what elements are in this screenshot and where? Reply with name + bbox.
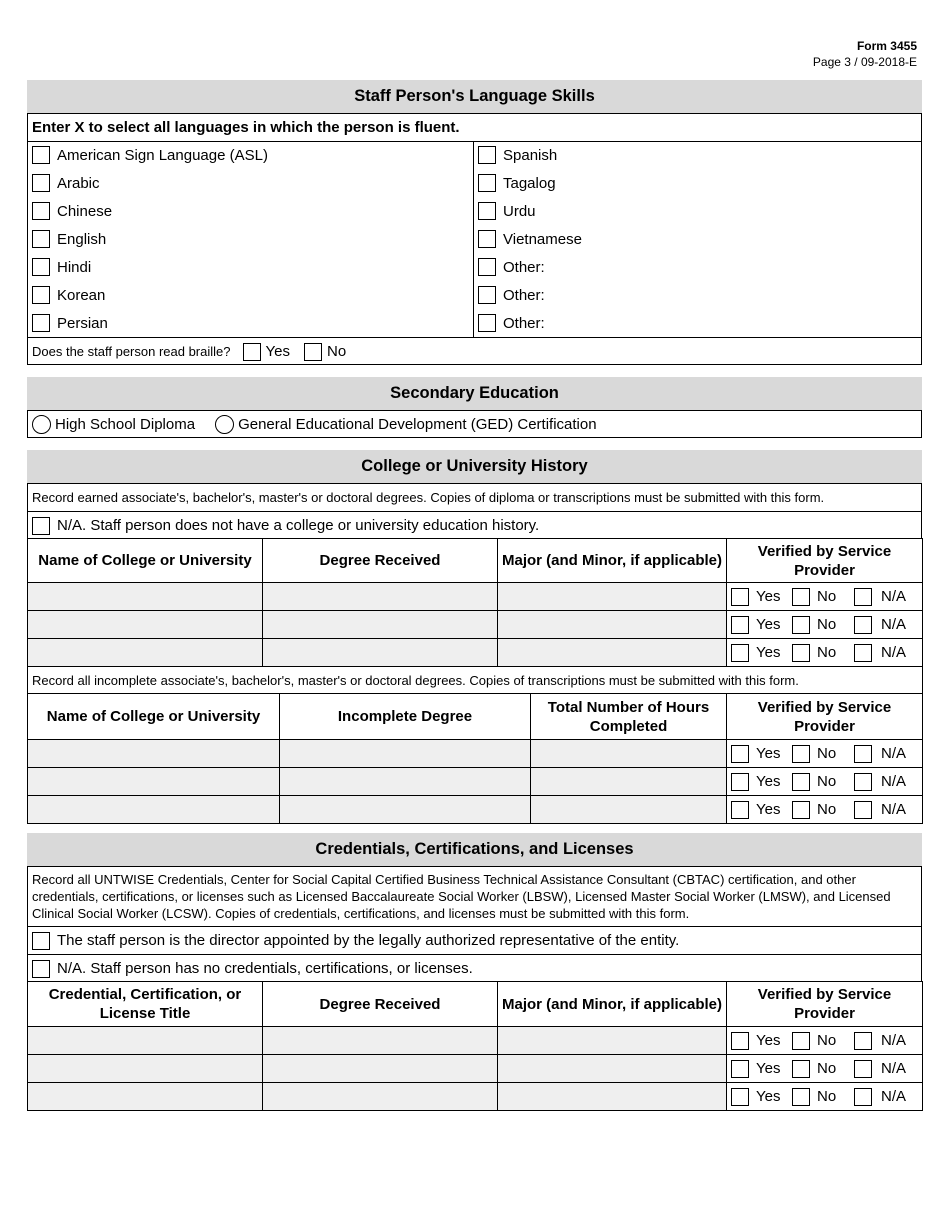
verified-yes-label: Yes xyxy=(756,644,781,662)
verified-yes-label: Yes xyxy=(756,745,781,763)
verified-no-label: No xyxy=(817,745,837,763)
language-skills-title: Staff Person's Language Skills xyxy=(27,80,922,113)
verified-no-checkbox[interactable] xyxy=(792,745,810,763)
director-label: The staff person is the director appointed by the legally authorized representative of the entity. xyxy=(57,932,680,949)
table-row xyxy=(28,1083,923,1111)
language-label: Hindi xyxy=(57,258,92,276)
verified-yes-checkbox[interactable] xyxy=(731,588,749,606)
verified-cell xyxy=(727,1055,923,1083)
language-label: English xyxy=(57,230,107,248)
verified-cell xyxy=(727,740,923,768)
table-header-row xyxy=(28,539,923,583)
language-checkbox[interactable] xyxy=(478,174,496,192)
degree-cell[interactable] xyxy=(263,583,498,611)
degree-cell[interactable] xyxy=(263,1055,498,1083)
verified-na-checkbox[interactable] xyxy=(854,801,872,819)
language-item xyxy=(474,253,921,281)
verified-cell xyxy=(727,1027,923,1055)
major-cell[interactable] xyxy=(498,1083,727,1111)
verified-no-checkbox[interactable] xyxy=(792,1032,810,1050)
high-school-label: High School Diploma xyxy=(55,415,196,433)
language-label: Other: xyxy=(503,314,545,332)
language-list-right xyxy=(474,141,921,337)
language-item xyxy=(474,281,921,309)
language-checkbox[interactable] xyxy=(32,230,50,248)
director-row xyxy=(28,927,921,955)
language-checkbox[interactable] xyxy=(32,202,50,220)
language-label: Tagalog xyxy=(503,174,556,192)
column-header: Credential, Certification, or License Title xyxy=(28,982,263,1027)
column-header: Major (and Minor, if applicable) xyxy=(498,539,727,583)
college-na-row xyxy=(28,512,921,540)
column-header: Verified by Service Provider xyxy=(727,982,923,1027)
incomplete-note-row xyxy=(28,667,923,695)
language-checkbox[interactable] xyxy=(478,258,496,276)
page-info: Page 3 / 09-2018-E xyxy=(812,55,917,69)
verified-yes-checkbox[interactable] xyxy=(731,1088,749,1106)
verified-no-label: No xyxy=(817,616,837,634)
column-header: Degree Received xyxy=(263,539,498,583)
major-cell[interactable] xyxy=(498,1055,727,1083)
verified-na-label: N/A xyxy=(881,773,907,791)
language-item xyxy=(28,281,473,309)
language-label: American Sign Language (ASL) xyxy=(57,146,268,164)
verified-na-label: N/A xyxy=(881,588,907,606)
incomplete-degree-cell[interactable] xyxy=(280,768,531,796)
secondary-education-title: Secondary Education xyxy=(27,377,922,410)
language-checkbox[interactable] xyxy=(478,286,496,304)
verified-no-checkbox[interactable] xyxy=(792,644,810,662)
hours-cell[interactable] xyxy=(531,796,727,824)
verified-na-label: N/A xyxy=(881,801,907,819)
language-label: Other: xyxy=(503,286,545,304)
language-checkbox[interactable] xyxy=(32,286,50,304)
form-header xyxy=(813,38,917,70)
verified-na-label: N/A xyxy=(881,1088,907,1106)
language-item xyxy=(474,309,921,337)
verified-na-checkbox[interactable] xyxy=(854,1032,872,1050)
verified-na-checkbox[interactable] xyxy=(854,745,872,763)
column-header: Verified by Service Provider xyxy=(727,694,923,740)
verified-na-checkbox[interactable] xyxy=(854,616,872,634)
language-checkbox[interactable] xyxy=(32,146,50,164)
college-na-checkbox[interactable] xyxy=(32,517,50,535)
verified-no-checkbox[interactable] xyxy=(792,1088,810,1106)
verified-no-label: No xyxy=(817,1088,837,1106)
college-name-cell[interactable] xyxy=(28,583,263,611)
secondary-education-box xyxy=(27,410,922,438)
college-notes-box xyxy=(27,483,922,539)
column-header: Verified by Service Provider xyxy=(727,539,923,583)
verified-yes-checkbox[interactable] xyxy=(731,801,749,819)
language-checkbox[interactable] xyxy=(32,174,50,192)
language-checkbox[interactable] xyxy=(478,202,496,220)
credential-title-cell[interactable] xyxy=(28,1027,263,1055)
earned-degrees-table xyxy=(27,538,923,695)
language-skills-box xyxy=(27,113,922,365)
degree-cell[interactable] xyxy=(263,1083,498,1111)
language-item xyxy=(28,169,473,197)
degree-cell[interactable] xyxy=(263,1027,498,1055)
secondary-education-options xyxy=(28,411,921,437)
table-row xyxy=(28,611,923,639)
degree-cell[interactable] xyxy=(263,611,498,639)
braille-no-checkbox[interactable] xyxy=(304,343,322,361)
college-name-cell[interactable] xyxy=(28,639,263,667)
table-row xyxy=(28,796,923,824)
verified-yes-label: Yes xyxy=(756,1032,781,1050)
major-cell[interactable] xyxy=(498,1027,727,1055)
verified-yes-checkbox[interactable] xyxy=(731,644,749,662)
table-header-row xyxy=(28,694,923,740)
table-row xyxy=(28,768,923,796)
language-label: Vietnamese xyxy=(503,230,582,248)
incomplete-degrees-note: Record all incomplete associate's, bachelor's, master's or doctoral degrees. Copies of transcriptions must be submitted with this form. xyxy=(28,667,923,695)
verified-na-label: N/A xyxy=(881,745,907,763)
table-row xyxy=(28,639,923,667)
language-item xyxy=(474,197,921,225)
form-number: Form 3455 xyxy=(856,39,917,53)
incomplete-degree-cell[interactable] xyxy=(280,796,531,824)
column-header: Major (and Minor, if applicable) xyxy=(498,982,727,1027)
column-header: Incomplete Degree xyxy=(280,694,531,740)
verified-na-checkbox[interactable] xyxy=(854,773,872,791)
verified-na-label: N/A xyxy=(881,616,907,634)
language-label: Spanish xyxy=(503,146,558,164)
degree-cell[interactable] xyxy=(263,639,498,667)
earned-degrees-note: Record earned associate's, bachelor's, master's or doctoral degrees. Copies of diploma or transcriptions must be submitted with this form. xyxy=(28,484,921,512)
language-checkbox[interactable] xyxy=(478,314,496,332)
table-row xyxy=(28,740,923,768)
verified-cell xyxy=(727,1083,923,1111)
braille-no-label: No xyxy=(326,343,347,360)
language-item xyxy=(28,141,473,169)
hours-cell[interactable] xyxy=(531,768,727,796)
verified-yes-checkbox[interactable] xyxy=(731,1060,749,1078)
college-history-title: College or University History xyxy=(27,450,922,483)
language-item xyxy=(474,141,921,169)
braille-question: Does the staff person read braille? xyxy=(32,344,231,359)
credential-title-cell[interactable] xyxy=(28,1083,263,1111)
language-label: Persian xyxy=(57,314,108,332)
verified-no-checkbox[interactable] xyxy=(792,588,810,606)
language-item xyxy=(474,225,921,253)
language-label: Korean xyxy=(57,286,106,304)
verified-cell xyxy=(727,639,923,667)
verified-yes-checkbox[interactable] xyxy=(731,773,749,791)
table-row xyxy=(28,583,923,611)
verified-yes-checkbox[interactable] xyxy=(731,745,749,763)
major-cell[interactable] xyxy=(498,639,727,667)
credentials-title: Credentials, Certifications, and Licenses xyxy=(27,833,922,866)
braille-row xyxy=(28,337,921,365)
verified-cell xyxy=(727,611,923,639)
verified-cell xyxy=(727,768,923,796)
verified-no-checkbox[interactable] xyxy=(792,1060,810,1078)
verified-no-label: No xyxy=(817,644,837,662)
language-checkbox[interactable] xyxy=(478,230,496,248)
credential-title-cell[interactable] xyxy=(28,1055,263,1083)
verified-na-checkbox[interactable] xyxy=(854,1060,872,1078)
verified-cell xyxy=(727,583,923,611)
language-list-left xyxy=(28,141,474,337)
language-item xyxy=(474,169,921,197)
director-checkbox[interactable] xyxy=(32,932,50,950)
verified-na-label: N/A xyxy=(881,1060,907,1078)
college-na-label: N/A. Staff person does not have a college or university education history. xyxy=(57,517,540,534)
college-name-cell[interactable] xyxy=(28,768,280,796)
verified-na-label: N/A xyxy=(881,644,907,662)
verified-no-label: No xyxy=(817,1032,837,1050)
verified-no-label: No xyxy=(817,1060,837,1078)
column-header: Name of College or University xyxy=(28,694,280,740)
table-row xyxy=(28,1027,923,1055)
college-name-cell[interactable] xyxy=(28,611,263,639)
credentials-table xyxy=(27,981,923,1111)
verified-no-checkbox[interactable] xyxy=(792,616,810,634)
table-row xyxy=(28,1055,923,1083)
verified-yes-label: Yes xyxy=(756,1088,781,1106)
incomplete-degree-cell[interactable] xyxy=(280,740,531,768)
verified-no-label: No xyxy=(817,773,837,791)
verified-no-checkbox[interactable] xyxy=(792,773,810,791)
language-item xyxy=(28,309,473,337)
major-cell[interactable] xyxy=(498,611,727,639)
verified-yes-label: Yes xyxy=(756,773,781,791)
verified-cell xyxy=(727,796,923,824)
verified-no-checkbox[interactable] xyxy=(792,801,810,819)
braille-yes-label: Yes xyxy=(265,343,290,360)
language-checkbox[interactable] xyxy=(478,146,496,164)
high-school-radio[interactable] xyxy=(32,415,51,434)
verified-na-checkbox[interactable] xyxy=(854,588,872,606)
incomplete-degrees-table xyxy=(27,693,923,824)
language-item xyxy=(28,253,473,281)
language-checkbox[interactable] xyxy=(32,314,50,332)
verified-no-label: No xyxy=(817,588,837,606)
credentials-na-label: N/A. Staff person has no credentials, certifications, or licenses. xyxy=(57,960,473,977)
verified-yes-label: Yes xyxy=(756,616,781,634)
language-instruction: Enter X to select all languages in which the person is fluent. xyxy=(28,114,921,142)
verified-na-checkbox[interactable] xyxy=(854,644,872,662)
language-item xyxy=(28,197,473,225)
verified-na-checkbox[interactable] xyxy=(854,1088,872,1106)
braille-yes-checkbox[interactable] xyxy=(243,343,261,361)
credentials-note: Record all UNTWISE Credentials, Center for Social Capital Certified Business Technical Assistance Consultant (CBTAC) certification, and other credentials, certifications, or licenses such as Licensed Baccalaureate Social Worker (LBSW), Licensed Master Social Worker (LMSW), and Licensed Clinical Social Worker (LCSW). Copies of credentials, certifications, and licenses must be submitted with this form. xyxy=(28,867,921,927)
verified-yes-label: Yes xyxy=(756,1060,781,1078)
credentials-na-checkbox[interactable] xyxy=(32,960,50,978)
college-name-cell[interactable] xyxy=(28,740,280,768)
ged-radio[interactable] xyxy=(215,415,234,434)
language-label: Other: xyxy=(503,258,545,276)
verified-no-label: No xyxy=(817,801,837,819)
verified-yes-checkbox[interactable] xyxy=(731,1032,749,1050)
credentials-na-row xyxy=(28,955,921,983)
ged-label: General Educational Development (GED) Certification xyxy=(238,415,597,433)
language-label: Urdu xyxy=(503,202,536,220)
hours-cell[interactable] xyxy=(531,740,727,768)
language-checkbox[interactable] xyxy=(32,258,50,276)
language-item xyxy=(28,225,473,253)
verified-na-label: N/A xyxy=(881,1032,907,1050)
language-label: Chinese xyxy=(57,202,113,220)
column-header: Name of College or University xyxy=(28,539,263,583)
college-name-cell[interactable] xyxy=(28,796,280,824)
language-label: Arabic xyxy=(57,174,100,192)
verified-yes-label: Yes xyxy=(756,588,781,606)
major-cell[interactable] xyxy=(498,583,727,611)
verified-yes-checkbox[interactable] xyxy=(731,616,749,634)
column-header: Total Number of Hours Completed xyxy=(531,694,727,740)
table-header-row xyxy=(28,982,923,1027)
verified-yes-label: Yes xyxy=(756,801,781,819)
column-header: Degree Received xyxy=(263,982,498,1027)
credentials-notes-box xyxy=(27,866,922,982)
